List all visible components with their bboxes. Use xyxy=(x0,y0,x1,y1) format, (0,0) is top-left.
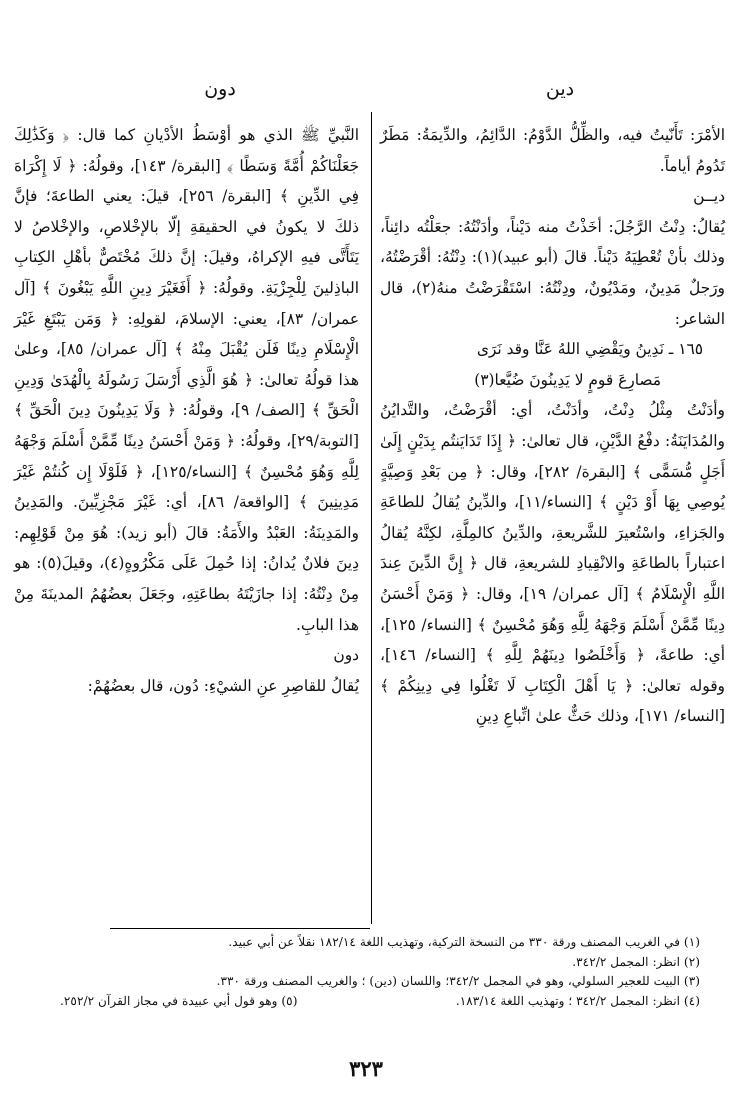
running-header-right: دين xyxy=(545,78,575,100)
paragraph: النَّبيِّ ﷺ الذي هو أوْسَطُ الأدْيانِ كما قال: ﴿ وَكَذَٰلِكَ جَعَلْنَاكُمْ أُمَّةً وَسَطًا ﴾ [البقرة/ ١٤٣]، وقولُهُ: ﴿ لَا إِكْرَاهَ فِي الدِّينِ ﴾ [البقرة/ ٢٥٦]، قيلَ: يعني الطاعةَ؛ فإنَّ ذلكَ لا يكونُ في الحقيقةِ إلّا بالإخْلاصِ، والإخْلاصُ لا يَتَأَتَّى فيهِ الإكراهُ، وقيلَ: إنَّ ذلكَ مُخْتَصٌّ بأهْلِ الكِتابِ الباذِلينَ لِلْجِزْيَةِ. وقولُهُ: ﴿ أَفَغَيْرَ دِينِ اللَّهِ يَبْغُونَ ﴾ [آل عمران/ ٨٣]، يعني: الإسلامَ، لقولِهِ: ﴿ وَمَن يَبْتَغِ غَيْرَ الْإِسْلَامِ دِينًا فَلَن يُقْبَلَ مِنْهُ ﴾ [آل عمران/ ٨٥]، وعلىٰ هذا قولُهُ تعالىٰ: ﴿ هُوَ الَّذِي أَرْسَلَ رَسُولَهُ بِالْهُدَىٰ وَدِينِ الْحَقِّ ﴾ [الصف/ ٩]، وقولُهُ: ﴿ وَلَا يَدِينُونَ دِينَ الْحَقِّ ﴾ [التوبة/٢٩]، وقولُهُ: ﴿ وَمَنْ أَحْسَنُ دِينًا مِّمَّنْ أَسْلَمَ وَجْهَهُ لِلَّهِ وَهُوَ مُحْسِنٌ ﴾ [النساء/١٢٥]، ﴿ فَلَوْلَا إِن كُنتُمْ غَيْرَ مَدِينِينَ ﴾ [الواقعة/ ٨٦]، أي: غَيْرَ مَجْزِيِّينَ. والمَدِينُ والمَدِينَةُ: العَبْدُ والأَمَةُ: قالَ (أبو زيد): هُوَ مِنْ قَوْلِهِم: دِينَ فلانٌ يُدانُ: إذا حُمِلَ عَلَى مَكْرُوهٍ(٤)، وقيلَ(٥): هو مِنْ دِنْتُهُ: إذا جازَيْتَهُ بطاعَتِهِ، وجَعَلَ بعضُهُمُ المدينَةَ مِنْ هذا البابِ. xyxy=(14,126,360,634)
entry-heading-din: ديــن xyxy=(693,187,725,206)
column-divider xyxy=(371,112,372,924)
entry-heading-dun: دون xyxy=(333,646,359,665)
paragraph: يُقالُ: دِنْتُ الرَّجُلَ: أخَذْتُ منه دَيْناً، وأدَنْتُهُ: جعَلْتُه دائِناً، وذلك بأنْ تُعْطِيَهُ دَيْناً. قالَ (أبو عبيد)(١): دِنْتُهُ: أقْرَضْتُهُ، ورَجلٌ مَدِينٌ، ومَدْيُونٌ، ودِنْتُهُ: اسْتَقْرَضْتُ منهُ(٢)، قال الشاعر: xyxy=(380,217,725,328)
footnote-row xyxy=(60,992,700,1012)
paragraph: يُقالُ للقاصِرِ عنِ الشيْءِ: دُون، قال بعضُهُمْ: xyxy=(87,676,359,695)
footnotes xyxy=(60,933,700,1011)
paragraph: وأدَنْتُ مِثْلُ دِنْتُ، وأدَنْتُ، أي: أقْرَضْتُ، والتَّدايُنُ والمُدَايَنَةُ: دفْعُ الدَّيْنِ، قال تعالىٰ: ﴿ إِذَا تَدَايَنتُم بِدَيْنٍ إِلَىٰ أَجَلٍ مُّسَمًّى ﴾ [البقرة/ ٢٨٢]، وقال: ﴿ مِن بَعْدِ وَصِيَّةٍ يُوصِي بِهَا أَوْ دَيْنٍ ﴾ [النساء/١١]، والدِّينُ يُقالُ للطاعَةِ والجَزاءِ، واسْتُعيرَ للشَّريعةِ، والدِّينُ كالمِلَّةِ، لكِنَّهُ يُقالُ اعتباراً بالطاعَةِ والانْقِيادِ للشريعةِ، قال ﴿ إِنَّ الدِّينَ عِندَ اللَّهِ الْإِسْلَامُ ﴾ [آل عمران/ ١٩]، وقال: ﴿ وَمَنْ أَحْسَنُ دِينًا مِّمَّنْ أَسْلَمَ وَجْهَهُ لِلَّهِ وَهُوَ مُحْسِنٌ ﴾ [النساء/ ١٢٥]، أي: طاعةً، ﴿ وَأَخْلَصُوا دِينَهُمْ لِلَّهِ ﴾ [النساء/ ١٤٦]، وقوله تعالىٰ: ﴿ يَا أَهْلَ الْكِتَابِ لَا تَغْلُوا فِي دِينِكُمْ ﴾ [النساء/ ١٧١]، وذلك حَثٌّ علىٰ اتِّباعِ دِينِ xyxy=(380,401,725,726)
paragraph: الأمْرَ: تَأَنّيتُ فيه، والظِّلُّ الدَّوْمُ: الدَّائِمُ، والدِّيمَةُ: مَطَرٌ تَدُومُ أياماً. xyxy=(380,126,725,175)
footnote-2: (٢) انظر: المجمل ٣٤٢/٢. xyxy=(572,954,700,969)
poem-verse-second-half: مَصارِعَ قومٍ لا يَدِينُونَ ضُيَّعا(٣) xyxy=(474,370,661,389)
footnote-3: (٣) البيت للعجير السلولي، وهو في المجمل ٣٤٢/٢؛ واللسان (دين) ؛ والغريب المصنف ورقة ٣٣٠. xyxy=(216,974,700,988)
footnote-1: (١) في الغريب المصنف ورقة ٣٣٠ من النسخة التركية، وتهذيب اللغة ١٨٢/١٤ نقلاً عن أبي عبيد. xyxy=(228,935,700,949)
page-number: ٣٢٣ xyxy=(349,1056,383,1081)
footnote-5: (٥) وهو قول أبي عبيدة في مجاز القرآن ٢٥٢/٢. xyxy=(60,993,298,1008)
right-column xyxy=(380,120,725,732)
running-header-left: دون xyxy=(204,78,236,100)
footnote-separator xyxy=(110,928,370,929)
poem-verse-first-half: ١٦٥ ـ نَدِينُ ويَقْضِي اللهُ عَنَّا وقد نَرَى xyxy=(476,340,703,359)
left-column xyxy=(14,120,359,701)
footnote-4: (٤) انظر: المجمل ٣٤٢/٢ ؛ وتهذيب اللغة ١٨٣/١٤. xyxy=(455,993,700,1008)
